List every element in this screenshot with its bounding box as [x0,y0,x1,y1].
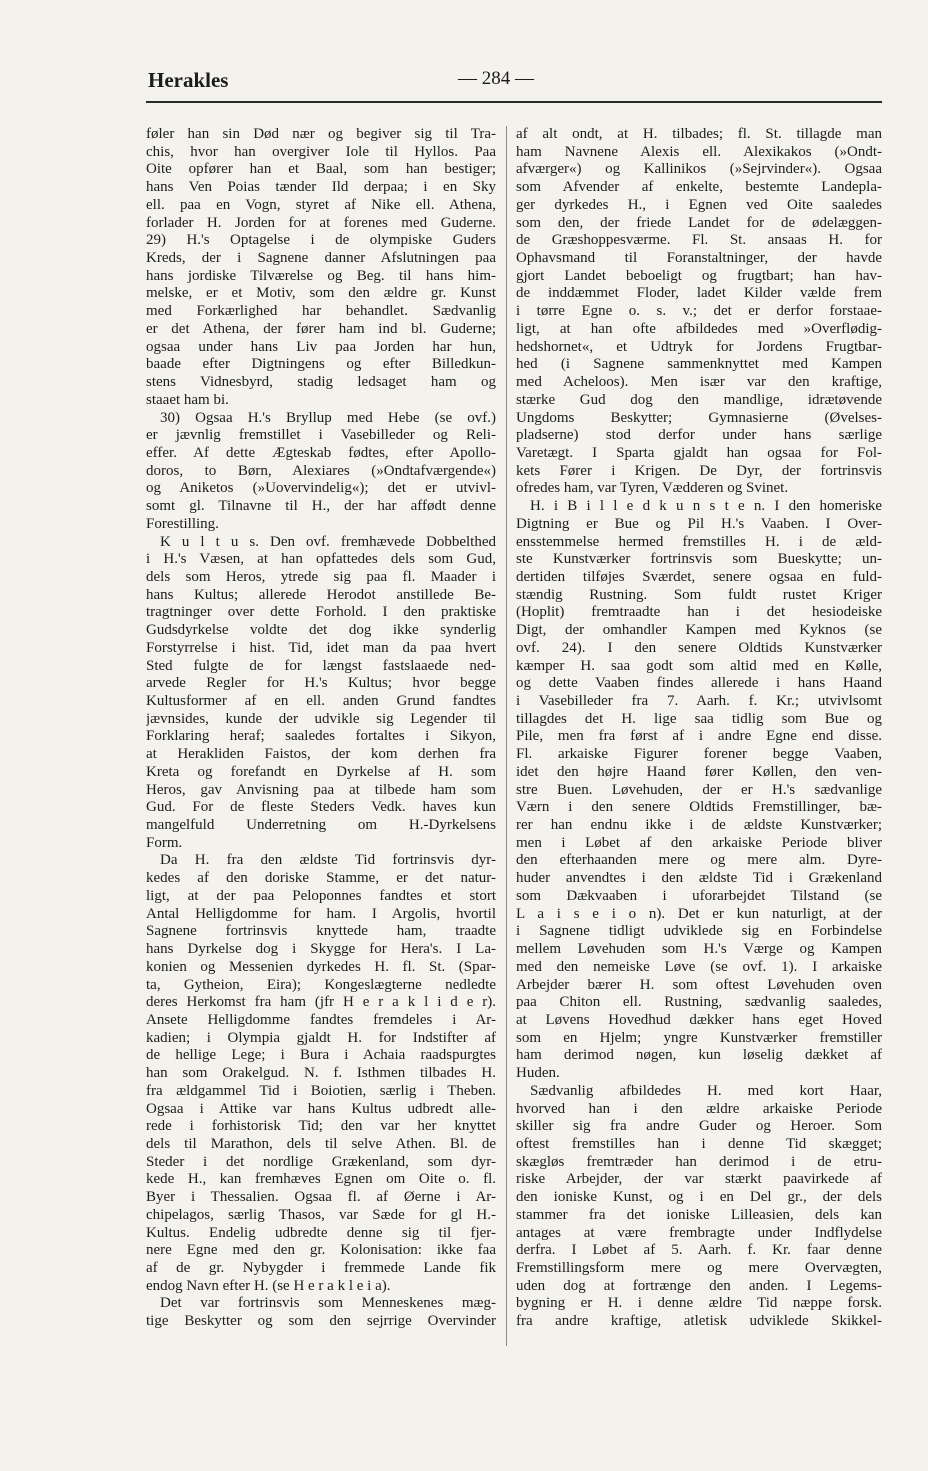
text-line: chipelagos, særlig Thasos, var Sæde for gl H.- [146,1206,496,1223]
text-line: Kreta og forefandt en Dyrkelse af H. som [146,763,496,780]
text-line: melske, er et Motiv, som den ældre gr. Kunst [146,285,496,302]
text-line: 30) Ogsaa H.'s Bryllup med Hebe (se ovf.) [160,409,496,426]
text-line: Gud. For de fleste Steders Vedk. haves kun [146,799,496,816]
text-line: Forklaring heraf; saaledes fortaltes i Sikyon, [146,728,496,745]
text-line: baade efter Digtningens og efter Billedkun- [146,356,496,373]
text-line: Heros, gav Anvisning paa at tilbede ham som [146,781,496,798]
text-line: ovf. 24). I den senere Oldtids Kunstværker [516,639,882,656]
text-line: hans Ven Poias tænder Ild derpaa; i en Sky [146,179,496,196]
text-line: endog Navn efter H. (se H e r a k l e i a). [146,1277,391,1294]
text-line: Varetægt. I Sparta gjaldt han ogsaa for Fol- [516,444,882,461]
running-head: Herakles [148,68,229,92]
text-line: Sted fulgte de for længst fastslaaede ned- [146,657,496,674]
text-line: K u l t u s. Den ovf. fremhævede Dobbelthed [160,533,496,550]
text-line: men i Løbet af den arkaiske Periode bliver [516,834,882,851]
text-line: Byer i Thessalien. Ogsaa fl. af Øerne i Ar- [146,1189,496,1206]
text-line: som Afvender af enkelte, bestemte Landepla- [516,179,882,196]
text-line: den ioniske Kunst, og i en Del gr., der dels [516,1189,882,1206]
text-line: Fremstillingsform mere og mere Overvægten, [516,1260,882,1276]
text-line: Værn i den senere Oldtids Fremstillinger, bæ- [516,799,882,816]
text-line: den efterhaanden mere og mere alm. Dyre- [516,852,882,869]
text-line: Ansete Helligdomme fandtes fremdeles i Ar- [146,1011,496,1028]
text-line: derfra. I Løbet af 5. Aarh. f. Kr. faar denne [516,1242,882,1259]
text-line: (Hoplit) fremtraadte han i det hesiodeiske [516,604,882,621]
text-line: kæmper H. saa godt som altid med en Kølle, [516,657,882,674]
text-line: mangelfuld Underretning om H.-Dyrkelsens [146,817,496,834]
text-line: han som Orakelgud. N. f. Isthmen tilbades H. [146,1065,496,1082]
text-line: ofredes ham, var Tyren, Vædderen og Svinet. [516,480,789,497]
text-line: fra ældgammel Tid i Boiotien, særlig i Theben. [146,1082,496,1099]
text-line: stens Vidnesbyrd, stadig ledsaget ham og [146,374,496,391]
text-line: oftest fremstilles han i denne Tid skægget; [516,1135,882,1152]
text-line: 29) H.'s Optagelse i de olympiske Guders [146,232,496,249]
text-line: Sagnene fortrinsvis knyttede ham, traadte [146,923,496,940]
text-line: Digt, der omhandler Kampen med Kyknos (se [516,622,882,639]
left-column [146,126,496,1331]
text-line: Digtning er Bue og Pil H.'s Vaaben. I Over- [516,515,882,532]
text-line: effer. Af dette Ægteskab fødtes, efter Apollo- [146,444,496,461]
text-line: ligt, at han ofte afbildedes med »Overflødig- [516,320,882,337]
text-line: rer han endnu ikke i de ældste Kunstværker; [516,817,882,834]
text-line: rede i forhistorisk Tid; den var her knyttet [146,1118,496,1135]
text-line: af alt ondt, at H. tilbades; fl. St. tillagde man [516,126,882,142]
text-line: stre Buen. Løvehuden, der er H.'s sædvanlige [516,781,882,798]
text-line: dels til Marathon, dels til selve Athen. Bl. de [146,1135,496,1152]
text-line: kets Fører i Krigen. De Dyr, der fortrinsvis [516,462,882,479]
text-line: fra andre kraftige, atletisk udviklede Skikkel- [516,1313,882,1330]
text-line: forlader H. Jorden for at forenes med Guderne. [146,214,496,231]
text-line: tige Beskytter og som den sejrrige Overvinder [146,1313,496,1330]
text-line: skiller sig fra andre Guder og Heroer. Som [516,1118,882,1135]
text-line: gjort Landet beboeligt og frugtbart; han hav- [516,267,882,284]
text-line: Steder i det nordlige Grækenland, som dyr- [146,1153,496,1170]
text-line: føler han sin Død nær og begiver sig til Tra- [146,126,496,142]
text-line: som en Hjelm; yngre Kunstværker fremstiller [516,1029,882,1046]
text-line: konien og Messenien dyrkedes H. fl. St. (Spar- [146,958,496,975]
text-line: er jævnlig fremstillet i Vasebilleder og Reli- [146,427,496,444]
text-line: Forstyrrelse i hist. Tid, idet man da paa hvert [146,639,496,656]
text-line: chis, hvor han overgiver Iole til Hyllos. Paa [146,143,496,160]
text-line: Ungdoms Beskytter; Gymnasierne (Øvelses- [516,409,882,426]
text-line: ligt, at der paa Peloponnes fandtes et stort [146,887,496,904]
text-line: nere Egne med den gr. Kolonisation: ikke faa [146,1242,496,1259]
text-line: mellem Løvehuden som H.'s Værge og Kampen [516,941,882,958]
text-line: tillagdes det H. lige saa tidlig som Bue og [516,710,882,727]
text-line: tragtninger over dette Forhold. I den praktiske [146,604,496,621]
text-line: med Acheloos). Men især var den kraftige, [516,374,882,391]
text-line: deres Herkomst fra ham (jfr H e r a k l i d e r). [146,994,496,1011]
text-line: med Forkærlighed har behandlet. Sædvanlig [146,303,496,320]
text-line: med den nemeiske Løve (se ovf. 1). I arkaiske [516,958,882,975]
page-header [148,68,888,102]
text-line: hedshornet«, et Udtryk for Jordens Frugtbar- [516,338,882,355]
text-line: at Løvens Hovedhud dækker hans eget Hoved [516,1011,882,1028]
text-line: Oite opfører han et Baal, som han bestiger; [146,161,496,178]
text-line: Fl. arkaiske Figurer forener begge Vaaben, [516,746,882,763]
header-rule [146,101,882,103]
text-line: Huden. [516,1065,560,1082]
text-line: ta, Gytheion, Eira); Kongeslægterne nedledte [146,976,496,993]
text-line: ham Navnene Alexis ell. Alexikakos (»Ondt- [516,143,882,160]
text-line: hans jordiske Tilværelse og Beg. til hans him- [146,267,496,284]
text-line: bygning er H. i denne ældre Tid næppe forsk. [516,1295,882,1312]
text-line: i tørre Egne o. s. v.; det er derfor forstaae- [516,303,882,320]
text-line: uden dog at fortrænge den anden. I Legems- [516,1277,882,1294]
text-line: hvorved han i den ældre arkaiske Periode [516,1100,882,1117]
text-line: stammer fra det ioniske Lilleasien, dels kan [516,1206,882,1223]
text-line: Kultus. Endelig udbredte denne sig til fjer- [146,1224,496,1241]
text-line: stærke Gud dog den mandlige, idrætøvende [516,391,882,408]
text-line: de Græshoppesværme. Fl. St. ansaas H. for [516,232,882,249]
text-line: pladserne) stod derfor under hans særlige [516,427,882,444]
text-line: Arbejder bærer H. som oftest Løvehuden oven [516,976,882,993]
text-line: dertiden tilføjes Sværdet, senere ogsaa en fuld- [516,568,882,585]
text-line: H. i B i l l e d k u n s t e n. I den homeriske [530,498,882,515]
text-line: i H.'s Væsen, at han opfattedes dels som Gud, [146,551,496,568]
text-line: arvede Regler for H.'s Kultus; hvor begge [146,675,496,692]
text-line: antages at være frembragte under Indflydelse [516,1224,882,1241]
text-line: Ophavsmand til Foranstaltninger, der havde [516,250,882,267]
text-line: Kultusformer af en ell. anden Grund fandtes [146,693,496,709]
text-line: af de gr. Nybygder i fremmede Lande fik [146,1260,496,1276]
text-line: ger dyrkedes H., i Egnen ved Oite saaledes [516,196,882,213]
text-line: ogsaa under hans Liv paa Jorden har hun, [146,338,496,355]
text-line: at Herakliden Faistos, der kom derhen fra [146,746,496,763]
text-line: hans Dyrkelse dog i Skygge for Hera's. I La- [146,941,496,958]
text-line: hans Kultus; allerede Herodot anstillede Be- [146,586,496,603]
text-line: og Aniketos (»Uovervindelig«); det er utvivl- [146,480,496,497]
text-line: stændig Rustning. Som fuldt rustet Kriger [516,586,882,603]
text-line: Forestilling. [146,515,219,532]
text-line: hed (i Sagnene sammenknyttet med Kampen [516,356,882,373]
text-line: idet den højre Haand fører Køllen, den ven- [516,763,882,780]
text-line: kadien; i Olympia gjaldt H. for Indstifter af [146,1029,496,1046]
text-line: Form. [146,834,183,851]
text-line: Det var fortrinsvis som Menneskenes mæg- [160,1295,496,1312]
text-line: og dette Vaaben findes allerede i hans Haand [516,675,882,692]
text-line: kede H., kan fremhæves Egnen om Oite o. fl. [146,1171,496,1188]
text-line: Sædvanlig afbildedes H. med kort Haar, [530,1082,882,1099]
text-line: paa Chiton ell. Rustning, sædvanlig saaledes, [516,994,882,1011]
text-line: L a i s e i o n). Det er kun naturligt, at der [516,905,882,922]
text-line: ham derimod nøgen, kun løselig dækket af [516,1047,882,1064]
text-line: skægløs fremtræder han derimod i de etru- [516,1153,882,1170]
text-line: Da H. fra den ældste Tid fortrinsvis dyr- [160,852,496,869]
text-line: doros, to Børn, Alexiares (»Ondtafværgende«) [146,462,496,479]
text-line: kedes af den doriske Stamme, er det natur- [146,870,496,887]
text-line: i Sagnene tidligt udviklede sig en Forbindelse [516,923,882,940]
page-number: — 284 — [458,68,534,89]
right-column [516,126,882,1331]
text-line: ensstemmelse hermed fremstilles H. i de æld- [516,533,882,550]
text-line: Ogsaa i Attike var hans Kultus udbredt alle- [146,1100,496,1117]
text-line: er det Athena, der fører ham ind bl. Guderne; [146,320,496,337]
text-line: afværger«) og Kallinikos (»Sejrvinder«). Ogsaa [516,161,882,178]
text-line: i Vasebilleder fra 7. Aarh. f. Kr.; utvivlsomt [516,693,882,709]
text-line: som Dækvaaben i uforarbejdet Tilstand (se [516,887,882,904]
text-line: de hellige Lege; i Bura i Achaia raadspurgtes [146,1047,496,1064]
text-line: de inddæmmet Floder, ladet Kilder vælde frem [516,285,882,302]
text-line: huder anvendtes i den ældste Tid i Grækenland [516,870,882,887]
text-line: jævnsides, kunde der udvikle sig Legender til [146,710,496,727]
text-line: staaet ham bi. [146,391,229,408]
text-line: ste Kunstværker fortrinsvis som Bueskytte; un- [516,551,882,568]
text-line: Pile, men fra først af i andre Egne end disse. [516,728,882,745]
column-divider [506,126,507,1346]
text-line: Gudsdyrkelse voldte det dog ikke synderlig [146,622,496,639]
text-line: dels som Heros, ytrede sig paa fl. Maader i [146,568,496,585]
text-line: riske Arbejder, der var stærkt paavirkede af [516,1171,882,1188]
text-line: somt gl. Tilnavne til H., der har affødt denne [146,498,496,515]
text-line: ell. paa en Vogn, styret af Nike ell. Athena, [146,196,496,213]
text-line: som den, der friede Landet for de ødelæggen- [516,214,882,231]
text-line: Antal Helligdomme for ham. I Argolis, hvortil [146,905,496,922]
text-line: Kreds, der i Sagnene danner Afslutningen paa [146,250,496,267]
